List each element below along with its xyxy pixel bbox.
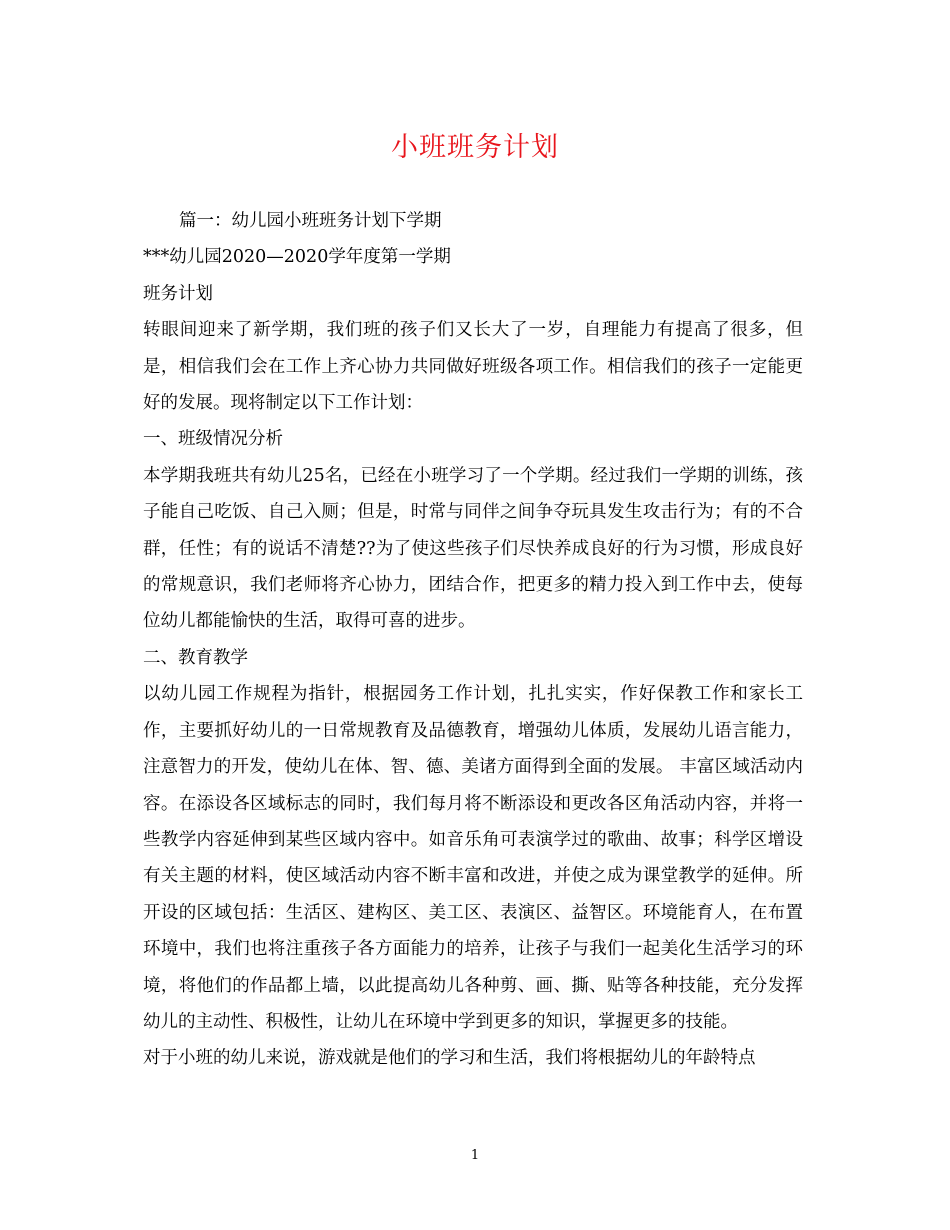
heading-education-teaching: 二、教育教学 (143, 647, 248, 668)
paragraph-class-analysis: 本学期我班共有幼儿25名，已经在小班学习了一个学期。经过我们一学期的训练，孩子能自己吃饭、自己入厕；但是，时常与同伴之间争夺玩具发生攻击行为；有的不合群，任性；有的说话不清楚??为了使这些孩子们尽快养成良好的行为习惯，形成良好的常规意识，我们老师将齐心协力，团结合作，把更多的精力投入到工作中去，使每位幼儿都能愉快的生活，取得可喜的进步。 (143, 465, 803, 632)
paragraph-education-teaching: 以幼儿园工作规程为指针，根据园务工作计划，扎扎实实，作好保教工作和家长工作，主要抓好幼儿的一日常规教育及品德教育，增强幼儿体质，发展幼儿语言能力，注意智力的开发，使幼儿在体、智、德、美诸方面得到全面的发展。 丰富区域活动内容。在添设各区域标志的同时，我们每月将不断添设和更改各区角活动内容，并将一些教学内容延伸到某些区域内容中。如音乐角可表演学过的歌曲、故事；科学区增设有关主题的材料，使区域活动内容不断丰富和改进，并使之成为课堂教学的延伸。所开设的区域包括：生活区、建构区、美工区、表演区、益智区。环境能育人，在布置环境中，我们也将注重孩子各方面能力的培养，让孩子与我们一起美化生活学习的环境，将他们的作品都上墙，以此提高幼儿各种剪、画、撕、贴等各种技能，充分发挥幼儿的主动性、积极性，让幼儿在环境中学到更多的知识，掌握更多的技能。 (143, 684, 803, 1032)
paragraph-section-heading: 篇一：幼儿园小班班务计划下学期 (179, 211, 442, 231)
document-body (143, 203, 803, 1077)
document-title: 小班班务计划 (391, 132, 559, 163)
paragraph-school-term: ***幼儿园2020—2020学年度第一学期 (143, 247, 451, 268)
paragraph-plan-label: 班务计划 (143, 283, 213, 304)
paragraph-introduction: 转眼间迎来了新学期，我们班的孩子们又长大了一岁，自理能力有提高了很多，但是，相信我们会在工作上齐心协力共同做好班级各项工作。相信我们的孩子一定能更好的发展。现将制定以下工作计划： (143, 320, 803, 414)
paragraph-games: 对于小班的幼儿来说，游戏就是他们的学习和生活，我们将根据幼儿的年龄特点 (143, 1048, 756, 1069)
page-number: 1 (470, 1148, 480, 1163)
heading-class-analysis: 一、班级情况分析 (143, 429, 283, 450)
